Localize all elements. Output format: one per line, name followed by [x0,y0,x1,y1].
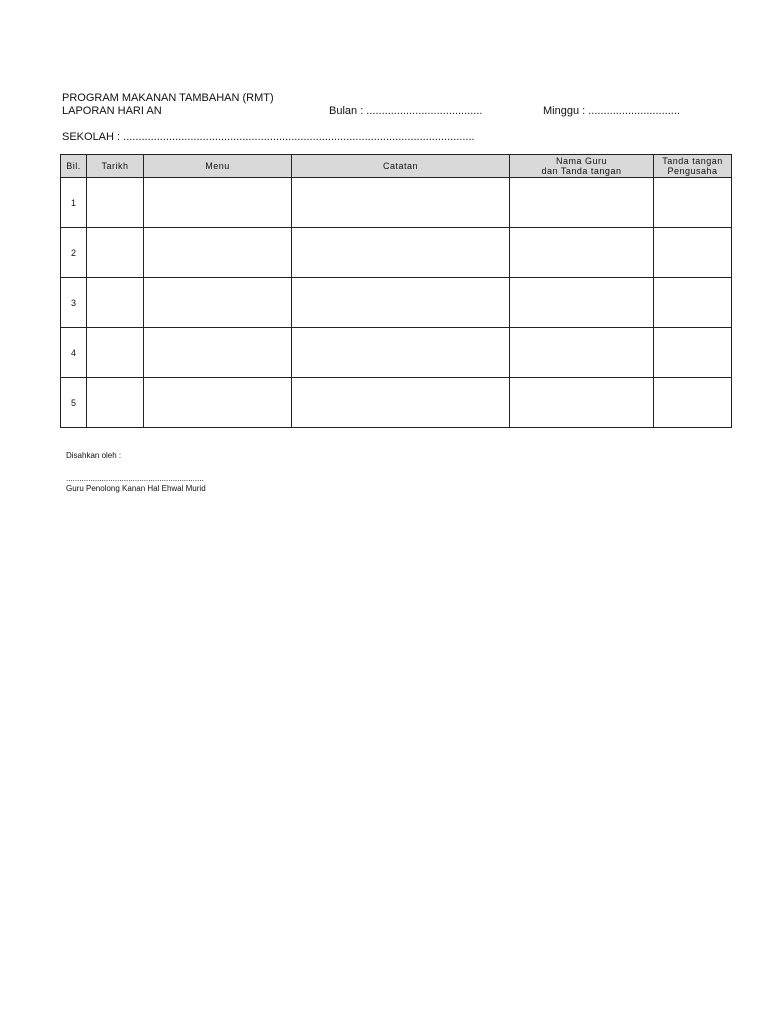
header-menu: Menu [144,155,292,178]
cell-tanda-tangan [654,378,732,428]
row-number: 5 [61,378,87,428]
cell-menu [144,178,292,228]
minggu-field: Minggu : .............................. [543,105,680,117]
table-header-row [61,155,732,178]
cell-menu [144,228,292,278]
sekolah-field: SEKOLAH : ................................................................................................................... [62,131,475,143]
cell-menu [144,278,292,328]
header-tanda-line2: Pengusaha [667,166,718,176]
form-title: PROGRAM MAKANAN TAMBAHAN (RMT) [62,92,274,104]
approved-by-label: Disahkan oleh : [66,451,122,460]
row-number: 2 [61,228,87,278]
header-nama-guru [510,155,654,178]
cell-tanda-tangan [654,228,732,278]
signature-line: .............................................................. [66,474,204,483]
cell-nama-guru [510,278,654,328]
cell-catatan [292,228,510,278]
cell-nama-guru [510,178,654,228]
cell-tanda-tangan [654,278,732,328]
row-number: 3 [61,278,87,328]
table-row [61,228,732,278]
header-bil: Bil. [61,155,87,178]
cell-nama-guru [510,328,654,378]
cell-nama-guru [510,228,654,278]
cell-tanda-tangan [654,328,732,378]
table-row [61,178,732,228]
cell-menu [144,378,292,428]
cell-menu [144,328,292,378]
header-tarikh: Tarikh [87,155,144,178]
cell-tarikh [87,178,144,228]
header-nama-guru-line2: dan Tanda tangan [541,166,622,176]
header-tanda-tangan [654,155,732,178]
cell-catatan [292,328,510,378]
cell-nama-guru [510,378,654,428]
cell-catatan [292,278,510,328]
approver-role: Guru Penolong Kanan Hal Ehwal Murid [66,484,206,493]
cell-tarikh [87,278,144,328]
header-catatan: Catatan [292,155,510,178]
header-tanda-line1: Tanda tangan [662,156,723,166]
table-row [61,328,732,378]
row-number: 1 [61,178,87,228]
header-nama-guru-line1: Nama Guru [555,156,608,166]
table-row [61,378,732,428]
form-subtitle: LAPORAN HARI AN [62,105,162,117]
cell-tarikh [87,378,144,428]
cell-tarikh [87,328,144,378]
daily-report-table [60,154,732,428]
row-number: 4 [61,328,87,378]
cell-catatan [292,178,510,228]
bulan-field: Bulan : ...................................... [329,105,483,117]
table-row [61,278,732,328]
cell-tanda-tangan [654,178,732,228]
cell-tarikh [87,228,144,278]
cell-catatan [292,378,510,428]
